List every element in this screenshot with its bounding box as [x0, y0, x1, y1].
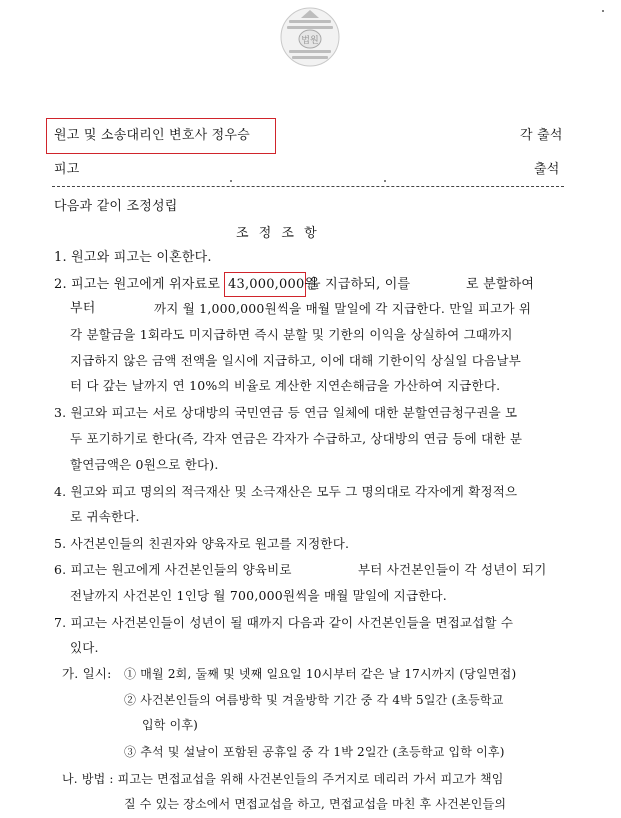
clause-2-part-a: 2. 피고는 원고에게 위자료로	[54, 277, 221, 292]
scan-mark	[230, 180, 232, 182]
clause-6-line-2: 전날까지 사건본인 1인당 월 700,000원씩을 매월 말일에 지급한다.	[70, 588, 447, 603]
clause-3-line-2: 두 포기하기로 한다(즉, 각자 연금은 각자가 수급하고, 상대방의 연금 등에 대한 분	[70, 431, 523, 446]
clause-2-line-2b: 까지 월 1,000,000원씩을 매월 말일에 각 지급한다. 만일 피고가 위	[154, 301, 532, 316]
clause-6-line-1a: 6. 피고는 원고에게 사건본인들의 양육비로	[54, 562, 292, 577]
clause-2-amount: 43,000,000원	[228, 277, 318, 292]
separator-line	[52, 186, 564, 187]
schedule-label: 가. 일시:	[62, 666, 112, 681]
defendant-attendance: 출석	[534, 162, 560, 177]
clause-2-line-4: 지급하지 않은 금액 전액을 일시에 지급하고, 이에 대해 기한이익 상실일 다음날부	[70, 353, 521, 368]
plaintiff-attendance: 각 출석	[520, 128, 563, 143]
section-title: 조 정 조 항	[236, 226, 320, 241]
scan-mark	[384, 180, 386, 182]
scan-mark	[602, 10, 604, 12]
defendant-label: 피고	[54, 162, 80, 177]
seal-text: 법원	[301, 36, 319, 46]
court-seal-logo	[279, 6, 341, 68]
clause-2-line-2a: 부터	[70, 301, 96, 316]
plaintiff-line: 원고 및 소송대리인 변호사 정우승	[54, 128, 250, 143]
clause-1: 1. 원고와 피고는 이혼한다.	[54, 250, 212, 265]
clause-3-line-1: 3. 원고와 피고는 서로 상대방의 국민연금 등 연금 일체에 대한 분할연금청구권을 모	[54, 405, 518, 420]
schedule-item-3: ③ 추석 및 설날이 포함된 공휴일 중 각 1박 2일간 (초등학교 입학 이후)	[124, 745, 505, 759]
clause-5: 5. 사건본인들의 친권자와 양육자로 원고를 지정한다.	[54, 536, 350, 551]
schedule-item-2: ② 사건본인들의 여름방학 및 겨울방학 기간 중 각 4박 5일간 (초등학교	[124, 693, 504, 707]
method-line-2: 질 수 있는 장소에서 면접교섭을 하고, 면접교섭을 마친 후 사건본인들의	[124, 797, 507, 811]
clause-6-line-1b: 부터 사건본인들이 각 성년이 되기	[358, 562, 547, 577]
clause-4-line-1: 4. 원고와 피고 명의의 적극재산 및 소극재산은 모두 그 명의대로 각자에게 확정적으	[54, 484, 518, 499]
clause-3-line-3: 할연금액은 0원으로 한다).	[70, 457, 219, 472]
method-line-1: 나. 방법 : 피고는 면접교섭을 위해 사건본인들의 주거지로 데리러 가서 피고가 책임	[62, 772, 504, 786]
clause-2-line-5: 터 다 갚는 날까지 연 10%의 비율로 계산한 지연손해금을 가산하여 지급한다.	[70, 378, 501, 393]
schedule-item-1: ① 매월 2회, 둘째 및 넷째 일요일 10시부터 같은 날 17시까지 (당일면접)	[124, 667, 517, 681]
clause-7-line-2: 있다.	[70, 640, 99, 655]
clause-4-line-2: 로 귀속한다.	[70, 509, 140, 524]
settlement-intro: 다음과 같이 조정성립	[54, 199, 178, 214]
clause-7-line-1: 7. 피고는 사건본인들이 성년이 될 때까지 다음과 같이 사건본인들을 면접교섭할 수	[54, 615, 514, 630]
clause-2-part-c: 로 분할하여	[466, 277, 535, 292]
clause-2-line-3: 각 분할금을 1회라도 미지급하면 즉시 분할 및 기한의 이익을 상실하여 그때까지	[70, 327, 513, 342]
clause-2-part-b: 을 지급하되, 이를	[308, 277, 411, 292]
schedule-item-2-cont: 입학 이후)	[142, 718, 199, 732]
